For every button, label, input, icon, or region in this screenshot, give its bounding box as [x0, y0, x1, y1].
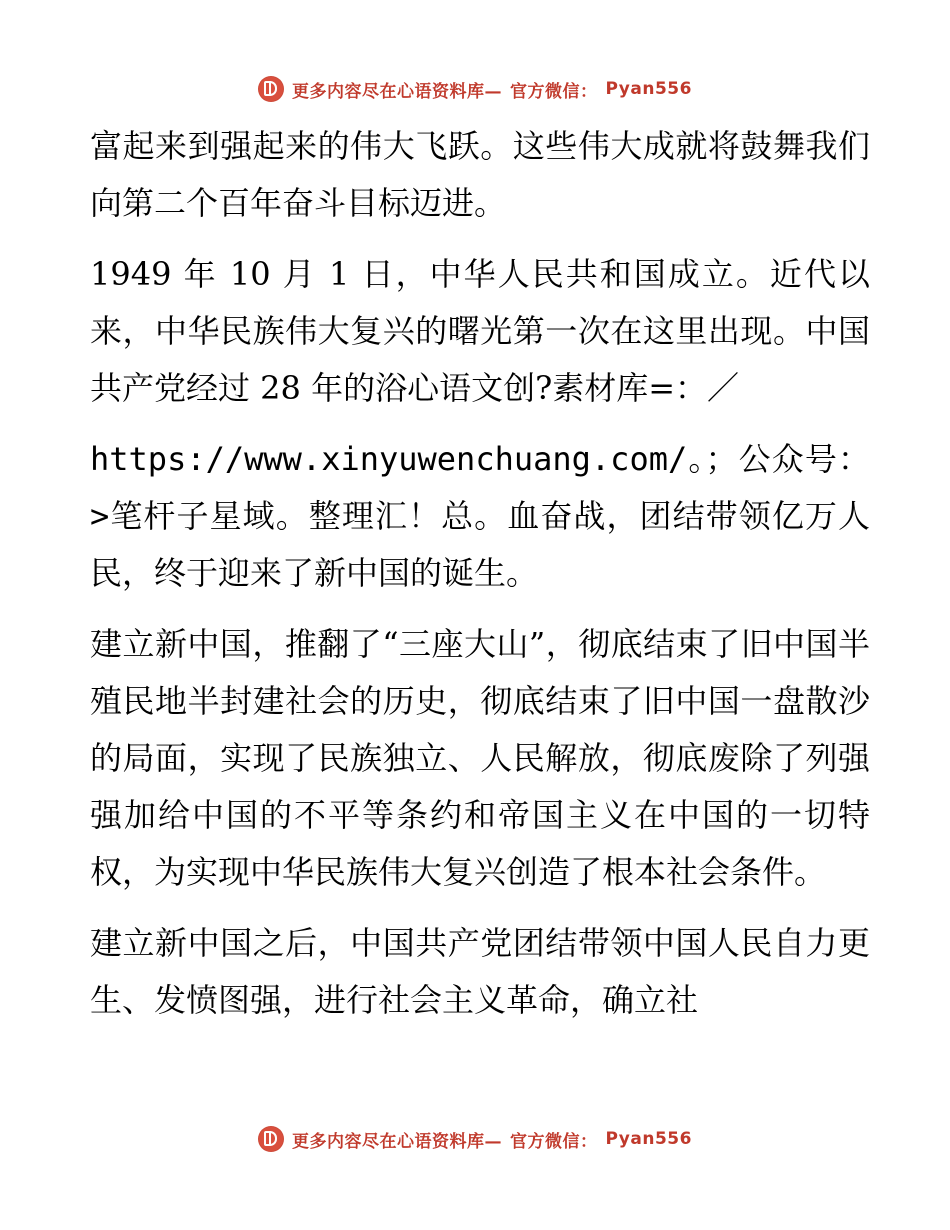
watermark-sub-text: 官方微信：	[510, 1131, 598, 1152]
document-body	[90, 118, 870, 1043]
paragraph: 建立新中国之后，中国共产党团结带领中国人民自力更生、发愤图强，进行社会主义革命，确立社	[90, 924, 870, 1019]
book-logo-icon	[258, 76, 284, 102]
watermark-main-text: 更多内容尽在心语资料库—	[292, 81, 503, 102]
book-logo-icon	[258, 1126, 284, 1152]
watermark-sub-text: 官方微信：	[510, 81, 598, 102]
paragraph: 1949 年 10 月 1 日，中华人民共和国成立。近代以来，中华民族伟大复兴的曙光第一次在这里出现。中国共产党经过 28 年的浴心语文创?素材库=：／	[90, 255, 870, 407]
paragraph: 建立新中国，推翻了“三座大山”，彻底结束了旧中国半殖民地半封建社会的历史，彻底结束了旧中国一盘散沙的局面，实现了民族独立、人民解放，彻底废除了列强强加给中国的不平等条约和帝国主义在中国的一切特权，为实现中华民族伟大复兴创造了根本社会条件。	[90, 625, 870, 891]
watermark-main-text: 更多内容尽在心语资料库—	[292, 1131, 503, 1152]
watermark-code: Pyan556	[605, 1129, 692, 1149]
watermark-footer	[0, 1126, 950, 1152]
paragraph: https://www.xinyuwenchuang.com/。；公众号： >笔杆子星域。整理汇！总。血奋战，团结带领亿万人民，终于迎来了新中国的诞生。	[90, 440, 870, 592]
paragraph: 富起来到强起来的伟大飞跃。这些伟大成就将鼓舞我们向第二个百年奋斗目标迈进。	[90, 127, 870, 222]
watermark-code: Pyan556	[605, 79, 692, 99]
watermark-header	[0, 76, 950, 102]
